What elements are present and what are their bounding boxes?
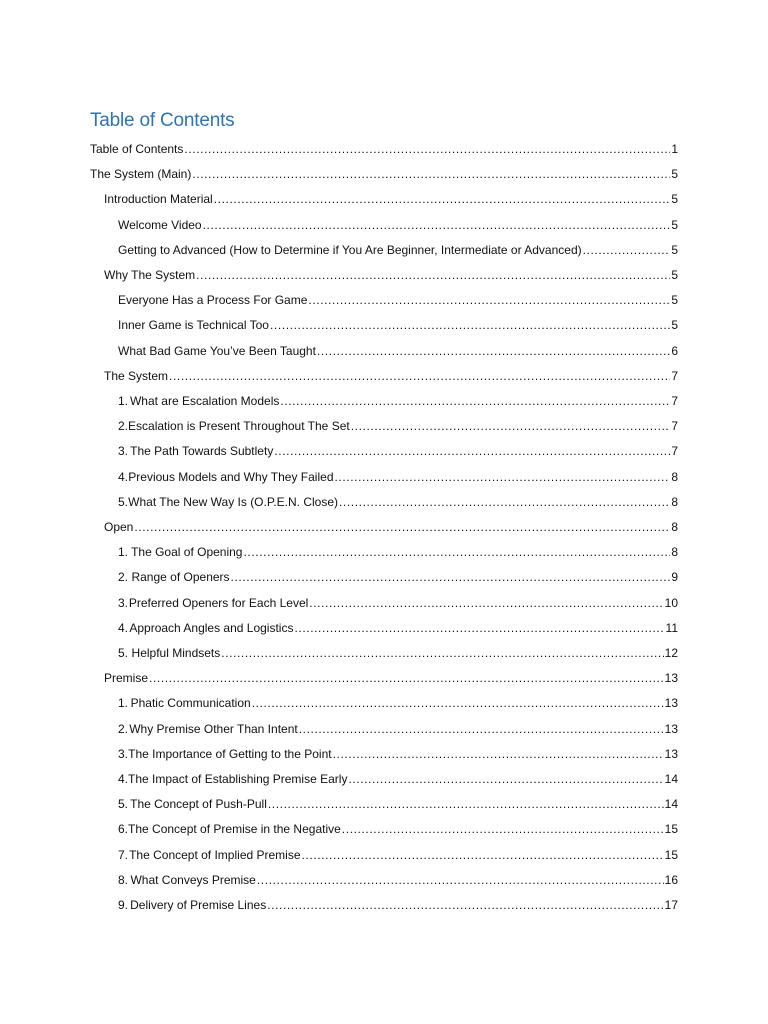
toc-entry-page-number: 7	[671, 419, 678, 434]
toc-entry[interactable]	[0, 181, 678, 206]
toc-entry-number: 8.	[118, 872, 129, 887]
toc-dot-leader	[351, 419, 671, 433]
toc-dot-leader	[268, 797, 664, 811]
toc-entry-page-number: 7	[671, 444, 678, 459]
toc-entry-page-number: 8	[671, 494, 678, 509]
toc-entry-number: 9.	[118, 898, 129, 912]
toc-entry[interactable]	[0, 156, 678, 181]
toc-entry[interactable]	[0, 811, 678, 836]
toc-dot-leader	[243, 545, 670, 559]
toc-entry-page-number: 13	[664, 746, 678, 761]
toc-entry-number: 4.	[118, 772, 129, 786]
toc-entry[interactable]	[0, 610, 678, 635]
toc-heading: Table of Contents	[90, 110, 235, 131]
toc-entry-page-number: 5	[671, 268, 678, 282]
toc-entry[interactable]	[0, 232, 678, 257]
toc-entry[interactable]	[0, 282, 678, 307]
toc-entry-number: 2.	[118, 570, 129, 585]
toc-dot-leader	[348, 772, 663, 786]
toc-entry[interactable]	[0, 433, 678, 458]
toc-entry-page-number: 5	[671, 318, 678, 333]
toc-entry-number: 2.	[118, 419, 129, 434]
toc-entry-title: The System (Main)	[90, 167, 192, 182]
toc-entry-title: Why Premise Other Than Intent	[129, 721, 298, 736]
toc-entry-title: Everyone Has a Process For Game	[118, 293, 308, 308]
toc-entry-page-number: 5	[671, 242, 678, 257]
toc-entry-number: 3.	[118, 746, 129, 761]
toc-entry[interactable]	[0, 685, 678, 710]
toc-dot-leader	[309, 596, 663, 610]
toc-entry-page-number: 13	[664, 721, 678, 736]
toc-entry-page-number: 11	[665, 620, 678, 635]
toc-dot-leader	[333, 747, 664, 761]
toc-entry-page-number: 15	[664, 822, 678, 837]
toc-entry[interactable]	[0, 383, 678, 408]
toc-entry-page-number: 7	[671, 368, 678, 383]
toc-entry-title: The Concept of Implied Premise	[129, 847, 301, 862]
toc-dot-leader	[299, 722, 664, 736]
toc-entry-title: Helpful Mindsets	[131, 646, 221, 660]
toc-entry-number: 1.	[118, 394, 129, 408]
toc-dot-leader	[267, 898, 663, 912]
toc-entry-page-number: 10	[664, 595, 678, 610]
toc-dot-leader	[231, 570, 671, 584]
toc-dot-leader	[257, 873, 664, 887]
toc-entry-title: Approach Angles and Logistics	[129, 620, 294, 635]
toc-entry-number: 4.	[118, 469, 129, 484]
toc-dot-leader	[302, 848, 664, 862]
toc-entry[interactable]	[0, 307, 678, 332]
toc-entry[interactable]	[0, 408, 678, 433]
toc-entry-page-number: 5	[671, 192, 678, 207]
toc-entry-page-number: 8	[671, 469, 678, 484]
toc-entry-page-number: 5	[671, 217, 678, 232]
toc-entry-title: Inner Game is Technical Too	[118, 318, 269, 333]
toc-entry-number: 4.	[118, 620, 129, 635]
toc-entry-title: Welcome Video	[118, 217, 202, 232]
toc-entry[interactable]	[0, 333, 678, 358]
toc-dot-leader	[317, 344, 670, 358]
toc-dot-leader	[294, 621, 664, 635]
toc-entry[interactable]	[0, 459, 678, 484]
toc-entry-title: Why The System	[104, 268, 196, 282]
toc-entry-title: Introduction Material	[104, 192, 213, 207]
toc-entry-title: Table of Contents	[90, 142, 184, 156]
toc-dot-leader	[270, 318, 670, 332]
toc-entry-title: The Importance of Getting to the Point	[128, 746, 332, 761]
toc-entry-number: 5.	[118, 494, 129, 509]
toc-entry-number: 6.	[118, 822, 129, 837]
toc-entry-number: 5.	[118, 646, 129, 660]
toc-entry-page-number: 13	[664, 671, 678, 686]
toc-entry-title: Premise	[104, 671, 149, 686]
toc-dot-leader	[335, 470, 671, 484]
toc-entry[interactable]	[0, 711, 678, 736]
toc-entry-page-number: 1	[671, 142, 678, 156]
toc-entry-title: The Goal of Opening	[131, 545, 243, 560]
toc-entry-title: What Bad Game You’ve Been Taught	[118, 343, 316, 358]
toc-entry[interactable]	[0, 786, 678, 811]
toc-entry[interactable]	[0, 559, 678, 584]
toc-entry-number: 1.	[118, 696, 129, 711]
toc-entry-title: What The New Way Is (O.P.E.N. Close)	[128, 494, 338, 509]
toc-dot-leader	[221, 646, 663, 660]
toc-entry-page-number: 13	[664, 696, 678, 711]
toc-entry-title: Range of Openers	[131, 570, 230, 585]
toc-entry[interactable]	[0, 660, 678, 685]
toc-dot-leader	[184, 142, 670, 156]
toc-entry[interactable]	[0, 131, 678, 156]
toc-entry-title: What are Escalation Models	[129, 394, 280, 408]
toc-entry[interactable]	[0, 534, 678, 559]
toc-entry-page-number: 9	[671, 570, 678, 585]
toc-dot-leader	[214, 192, 671, 206]
toc-entry-title: Delivery of Premise Lines	[130, 898, 267, 912]
toc-entry[interactable]	[0, 358, 678, 383]
toc-entry-title: Phatic Communication	[130, 696, 251, 711]
toc-entry-page-number: 5	[671, 167, 678, 182]
toc-entry-page-number: 14	[664, 772, 678, 786]
toc-entry-page-number: 16	[664, 872, 678, 887]
toc-entry-number: 2.	[118, 721, 129, 736]
toc-entry-title: What Conveys Premise	[130, 872, 256, 887]
toc-entry-page-number: 8	[671, 520, 678, 534]
toc-dot-leader	[339, 495, 670, 509]
toc-entry-number: 7.	[118, 847, 129, 862]
toc-entry-title: Open	[104, 520, 134, 534]
toc-entry[interactable]	[0, 761, 678, 786]
toc-entry-page-number: 12	[664, 646, 678, 660]
toc-entry-page-number: 14	[664, 797, 678, 812]
toc-entry[interactable]	[0, 736, 678, 761]
toc-entry-title: Previous Models and Why They Failed	[128, 469, 334, 484]
toc-entry[interactable]	[0, 887, 678, 912]
toc-dot-leader	[308, 293, 670, 307]
toc-dot-leader	[280, 394, 670, 408]
toc-dot-leader	[169, 369, 670, 383]
toc-dot-leader	[196, 268, 670, 282]
toc-dot-leader	[134, 520, 670, 534]
toc-entry-title: Getting to Advanced (How to Determine if You Are Beginner, Intermediate or Advanced)	[118, 242, 582, 257]
toc-entry-page-number: 8	[671, 545, 678, 560]
toc-entry-page-number: 15	[664, 847, 678, 862]
toc-entry[interactable]	[0, 635, 678, 660]
toc-entry[interactable]	[0, 207, 678, 232]
toc-dot-leader	[203, 218, 671, 232]
toc-dot-leader	[583, 243, 671, 257]
toc-entry-page-number: 7	[671, 394, 678, 408]
toc-dot-leader	[192, 167, 670, 181]
toc-entry-title: Escalation is Present Throughout The Set	[128, 419, 350, 434]
toc-entry[interactable]	[0, 585, 678, 610]
toc-entry-number: 1.	[118, 545, 129, 560]
toc-entry[interactable]	[0, 509, 678, 534]
toc-entry-title: The Concept of Premise in the Negative	[128, 822, 341, 837]
toc-entry-title: Preferred Openers for Each Level	[128, 595, 309, 610]
toc-entry[interactable]	[0, 484, 678, 509]
toc-entry-page-number: 6	[671, 343, 678, 358]
toc-dot-leader	[342, 822, 664, 836]
toc-entry-title: The Impact of Establishing Premise Early	[128, 772, 348, 786]
toc-entry[interactable]	[0, 257, 678, 282]
toc-dot-leader	[274, 444, 670, 458]
toc-entry[interactable]	[0, 862, 678, 887]
toc-entry-number: 5.	[118, 797, 129, 812]
toc-dot-leader	[149, 671, 664, 685]
toc-entry-page-number: 17	[664, 898, 678, 912]
toc-entry-title: The System	[104, 368, 169, 383]
toc-entry[interactable]	[0, 837, 678, 862]
toc-dot-leader	[252, 696, 664, 710]
toc-entry-number: 3.	[118, 595, 129, 610]
toc-entry-number: 3.	[118, 444, 129, 459]
toc-entry-title: The Path Towards Subtlety	[130, 444, 274, 459]
toc-entry-page-number: 5	[671, 293, 678, 308]
toc-entry-title: The Concept of Push-Pull	[130, 797, 267, 812]
